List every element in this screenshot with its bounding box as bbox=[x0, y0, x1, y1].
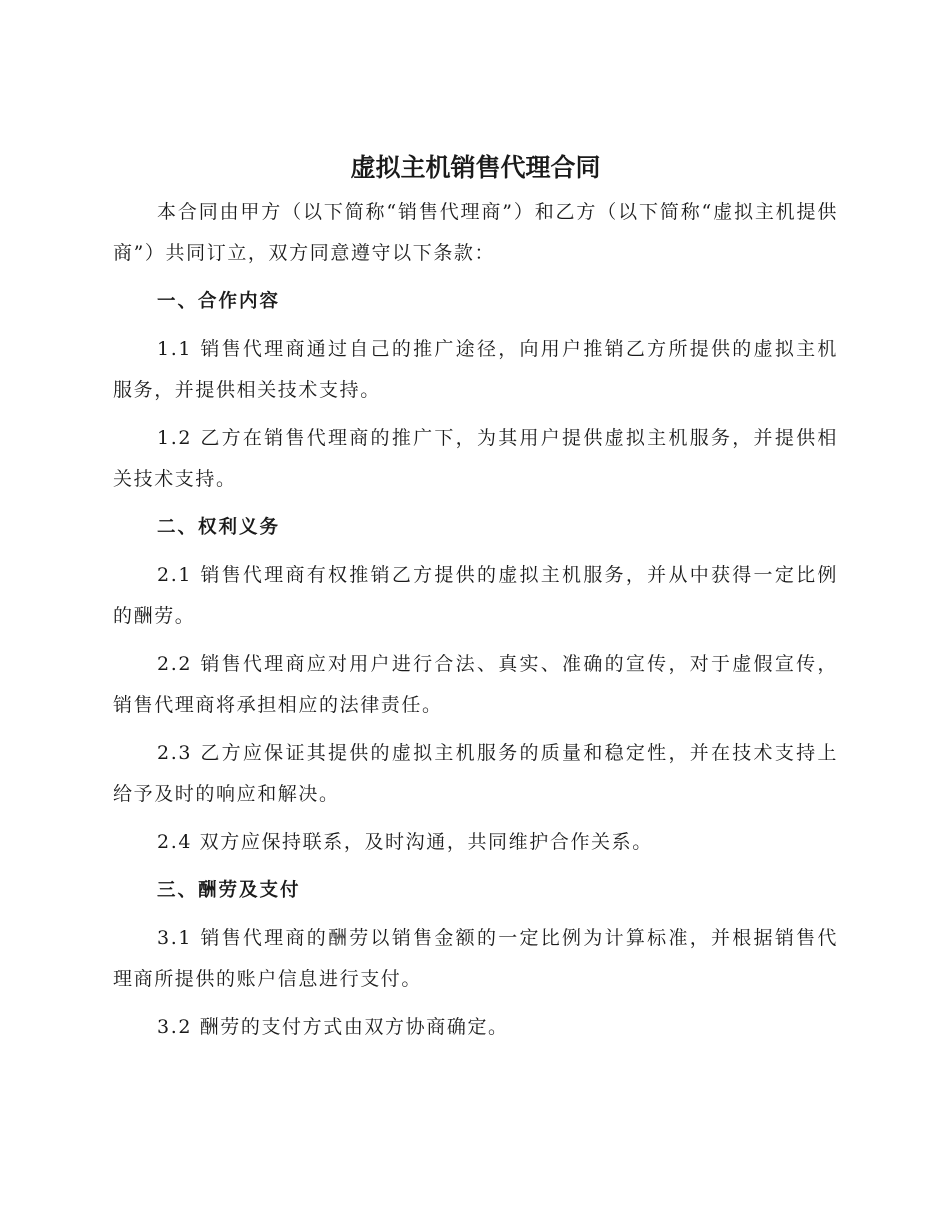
section-heading: 一、合作内容 bbox=[157, 291, 281, 312]
section-remuneration-payment bbox=[113, 870, 838, 1048]
clause-2-1: 2.1 销售代理商有权推销乙方提供的虚拟主机服务，并从中获得一定比例的酬劳。 bbox=[113, 564, 838, 627]
intro-paragraph: 本合同由甲方（以下简称“销售代理商”）和乙方（以下简称“虚拟主机提供商”）共同订立，双方同意遵守以下条款： bbox=[113, 201, 838, 264]
clause-3-1: 3.1 销售代理商的酬劳以销售金额的一定比例为计算标准，并根据销售代理商所提供的账户信息进行支付。 bbox=[113, 927, 838, 990]
clause-2-3: 2.3 乙方应保证其提供的虚拟主机服务的质量和稳定性，并在技术支持上给予及时的响应和解决。 bbox=[113, 742, 838, 805]
document-title: 虚拟主机销售代理合同 bbox=[350, 153, 601, 182]
clause-2-4: 2.4 双方应保持联系，及时沟通，共同维护合作关系。 bbox=[157, 831, 653, 853]
section-rights-obligations bbox=[113, 507, 838, 863]
clause-2-2: 2.2 销售代理商应对用户进行合法、真实、准确的宣传，对于虚假宣传，销售代理商将承担相应的法律责任。 bbox=[113, 653, 838, 716]
document-body bbox=[113, 148, 838, 1055]
clause-1-2: 1.2 乙方在销售代理商的推广下，为其用户提供虚拟主机服务，并提供相关技术支持。 bbox=[113, 427, 838, 490]
section-heading: 二、权利义务 bbox=[157, 517, 281, 538]
section-cooperation bbox=[113, 281, 838, 500]
section-heading: 三、酬劳及支付 bbox=[157, 880, 301, 901]
clause-3-2: 3.2 酬劳的支付方式由双方协商确定。 bbox=[157, 1016, 509, 1038]
clause-1-1: 1.1 销售代理商通过自己的推广途径，向用户推销乙方所提供的虚拟主机服务，并提供相关技术支持。 bbox=[113, 338, 838, 401]
